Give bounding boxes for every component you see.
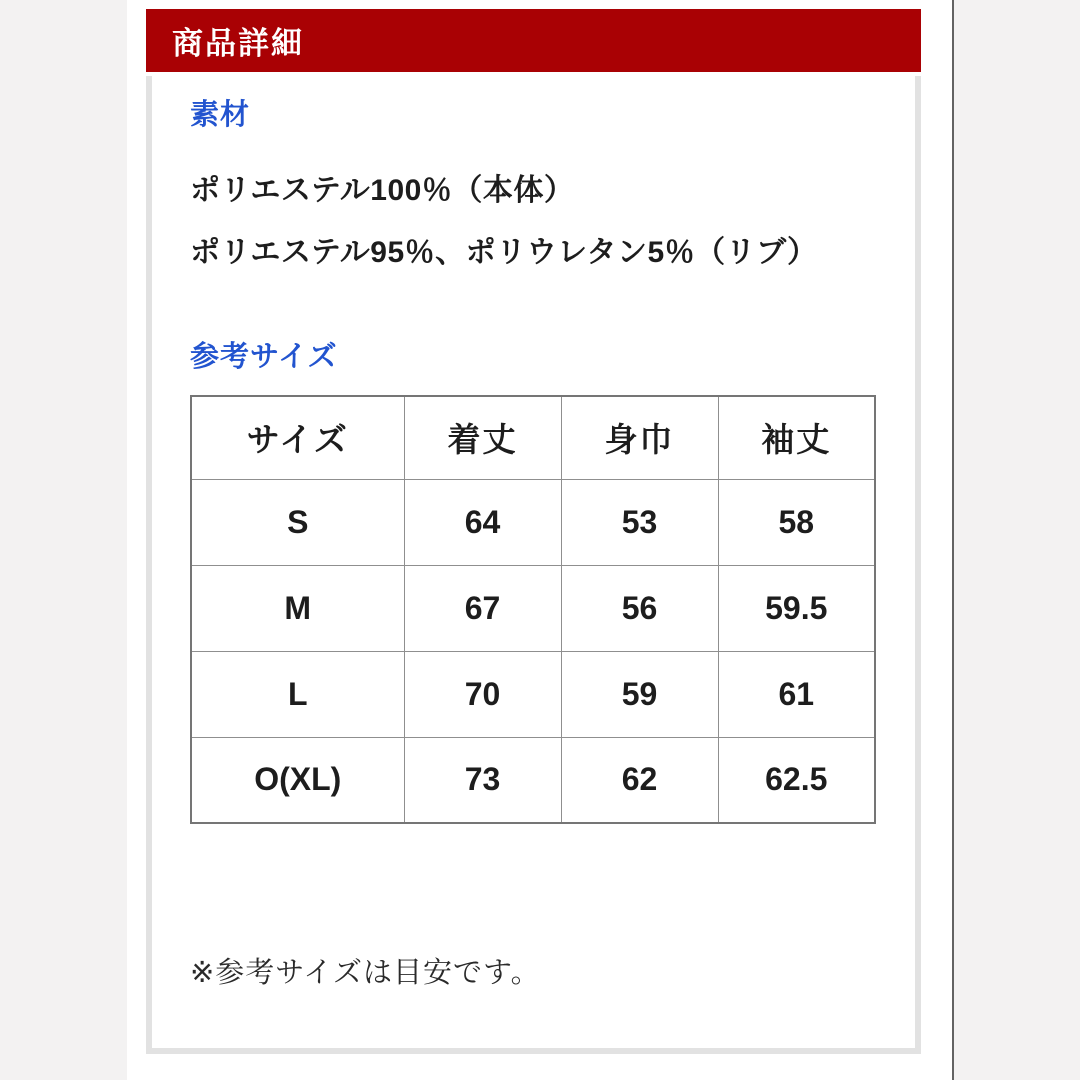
section-title: 商品詳細 bbox=[172, 26, 304, 61]
sleeve-value: 62.5 bbox=[718, 737, 875, 823]
material-line-body: ポリエステル100％（本体） bbox=[190, 174, 575, 207]
sleeve-value: 61 bbox=[718, 651, 875, 737]
length-value: 70 bbox=[404, 651, 561, 737]
sleeve-value: 58 bbox=[718, 479, 875, 565]
size-heading: 参考サイズ bbox=[190, 341, 338, 373]
product-image-band bbox=[127, 0, 952, 1080]
material-line-rib: ポリエステル95％、ポリウレタン5％（リブ） bbox=[190, 236, 818, 269]
size-label: L bbox=[191, 651, 404, 737]
width-value: 56 bbox=[561, 565, 718, 651]
length-value: 73 bbox=[404, 737, 561, 823]
size-disclaimer-note: ※参考サイズは目安です。 bbox=[190, 957, 541, 989]
length-value: 64 bbox=[404, 479, 561, 565]
length-value: 67 bbox=[404, 565, 561, 651]
table-row-l bbox=[191, 651, 875, 737]
width-value: 62 bbox=[561, 737, 718, 823]
column-header-length: 着丈 bbox=[404, 396, 561, 479]
table-row-m bbox=[191, 565, 875, 651]
table-row-oxl bbox=[191, 737, 875, 823]
material-heading: 素材 bbox=[190, 99, 251, 131]
width-value: 59 bbox=[561, 651, 718, 737]
section-title-bar bbox=[146, 9, 921, 72]
column-header-sleeve: 袖丈 bbox=[718, 396, 875, 479]
column-header-size: サイズ bbox=[191, 396, 404, 479]
width-value: 53 bbox=[561, 479, 718, 565]
size-label: M bbox=[191, 565, 404, 651]
size-label: O(XL) bbox=[191, 737, 404, 823]
table-row-s bbox=[191, 479, 875, 565]
size-label: S bbox=[191, 479, 404, 565]
detail-card bbox=[146, 76, 921, 1054]
page-right-divider bbox=[952, 0, 954, 1080]
size-table-header-row bbox=[191, 396, 875, 479]
sleeve-value: 59.5 bbox=[718, 565, 875, 651]
size-table bbox=[190, 395, 876, 824]
column-header-width: 身巾 bbox=[561, 396, 718, 479]
